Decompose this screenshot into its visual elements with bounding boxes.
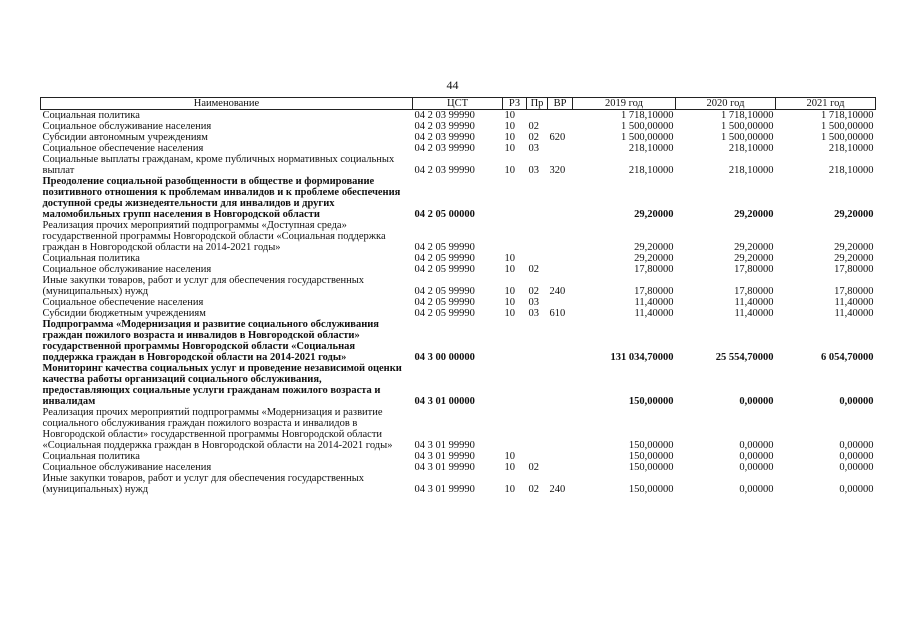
cell-name: Социальная политика <box>42 253 140 264</box>
cell-pr <box>527 176 548 220</box>
cell-rz <box>503 319 527 363</box>
cell-name: Мониторинг качества социальных услуг и проведение независимой оценки качества работы организаций социального обслуживания, предоставляющих социальные услуги гражданам пожилого возраста и инвалидам <box>42 363 402 407</box>
table-row <box>41 363 876 407</box>
cell-2019: 29,20000 <box>634 253 674 264</box>
cell-name: Социальная политика <box>42 451 140 462</box>
cell-vr <box>548 462 573 473</box>
cell-2019: 17,80000 <box>634 286 674 297</box>
cell-2019: 11,40000 <box>634 308 674 319</box>
cell-pr: 02 <box>528 264 539 275</box>
cell-2020: 29,20000 <box>734 253 774 264</box>
table-row <box>41 154 876 176</box>
page-number: 44 <box>446 78 459 92</box>
cell-name: Социальное обеспечение населения <box>42 297 204 308</box>
cell-name: Преодоление социальной разобщенности в обществе и формирование позитивного отношения к проблемам инвалидов и к проблеме обеспечения доступной среды жизнедеятельности для инвалидов и других маломобильных групп населения в Новгородской области <box>42 176 401 220</box>
header-pr: Пр <box>527 98 548 110</box>
cell-2021: 1 500,00000 <box>821 121 874 132</box>
cell-rz: 10 <box>504 121 515 132</box>
cell-cst: 04 3 01 99990 <box>414 484 475 495</box>
table-row <box>41 143 876 154</box>
cell-rz: 10 <box>504 264 515 275</box>
cell-2020: 218,10000 <box>728 165 774 176</box>
cell-2021: 6 054,70000 <box>821 352 874 363</box>
header-name: Наименование <box>41 98 413 110</box>
header-2020: 2020 год <box>676 98 776 110</box>
cell-rz: 10 <box>504 165 515 176</box>
table-row <box>41 220 876 253</box>
cell-2021: 29,20000 <box>834 253 874 264</box>
cell-cst: 04 2 05 99990 <box>414 286 475 297</box>
cell-cst: 04 3 01 99990 <box>414 440 475 451</box>
cell-vr <box>548 121 573 132</box>
cell-2021: 0,00000 <box>839 451 874 462</box>
cell-cst: 04 2 05 00000 <box>414 209 475 220</box>
cell-pr <box>527 363 548 407</box>
cell-2020: 0,00000 <box>739 451 774 462</box>
table-row <box>41 407 876 451</box>
cell-vr <box>548 451 573 462</box>
cell-pr <box>527 407 548 451</box>
cell-2020: 1 500,00000 <box>721 121 774 132</box>
header-2019: 2019 год <box>573 98 676 110</box>
cell-pr <box>527 110 548 122</box>
cell-cst: 04 2 03 99990 <box>414 165 475 176</box>
cell-pr: 02 <box>528 132 539 143</box>
cell-2020: 0,00000 <box>739 484 774 495</box>
cell-rz: 10 <box>504 308 515 319</box>
cell-vr <box>548 220 573 253</box>
table-header-row <box>41 98 876 110</box>
cell-name: Иные закупки товаров, работ и услуг для обеспечения государственных (муниципальных) нужд <box>42 275 365 297</box>
cell-vr <box>548 110 573 122</box>
cell-name: Субсидии бюджетным учреждениям <box>42 308 206 319</box>
cell-2021: 0,00000 <box>839 396 874 407</box>
cell-name: Социальное обслуживание населения <box>42 121 212 132</box>
cell-rz: 10 <box>504 462 515 473</box>
cell-pr: 03 <box>528 165 539 176</box>
cell-pr: 03 <box>528 143 539 154</box>
cell-rz <box>503 176 527 220</box>
cell-2019: 150,00000 <box>628 484 674 495</box>
table-row <box>41 308 876 319</box>
cell-2019: 17,80000 <box>634 264 674 275</box>
cell-rz <box>503 363 527 407</box>
cell-pr: 02 <box>528 462 539 473</box>
table-row <box>41 451 876 462</box>
cell-2019: 131 034,70000 <box>610 352 674 363</box>
cell-2021: 11,40000 <box>834 308 874 319</box>
cell-pr: 02 <box>528 286 539 297</box>
cell-2019: 150,00000 <box>628 396 674 407</box>
cell-2019: 11,40000 <box>634 297 674 308</box>
table-row <box>41 462 876 473</box>
cell-2019: 150,00000 <box>628 462 674 473</box>
cell-cst: 04 2 05 99990 <box>414 297 475 308</box>
cell-rz <box>503 407 527 451</box>
cell-name: Социальное обслуживание населения <box>42 462 212 473</box>
cell-cst: 04 3 00 00000 <box>414 352 475 363</box>
cell-name: Социальная политика <box>42 110 140 121</box>
cell-vr: 610 <box>549 308 566 319</box>
cell-2021: 0,00000 <box>839 462 874 473</box>
cell-rz: 10 <box>504 143 515 154</box>
cell-cst: 04 2 03 99990 <box>414 132 475 143</box>
cell-cst: 04 3 01 99990 <box>414 451 475 462</box>
cell-cst: 04 2 03 99990 <box>414 143 475 154</box>
cell-pr <box>527 220 548 253</box>
cell-2019: 1 718,10000 <box>621 110 674 121</box>
cell-cst: 04 2 03 99990 <box>414 121 475 132</box>
cell-name: Социальные выплаты гражданам, кроме публичных нормативных социальных выплат <box>42 154 395 176</box>
table-row <box>41 121 876 132</box>
cell-name: Социальное обслуживание населения <box>42 264 212 275</box>
cell-2019: 29,20000 <box>634 209 674 220</box>
cell-pr: 02 <box>528 121 539 132</box>
cell-name: Подпрограмма «Модернизация и развитие социального обслуживания граждан пожилого возраста и инвалидов в Новгородской области» государственной программы Новгородской области «Социальная поддержка граждан в Новгородской области на 2014-2021 годы» <box>42 319 379 363</box>
cell-vr: 240 <box>549 484 566 495</box>
table-row <box>41 319 876 363</box>
cell-vr <box>548 319 573 363</box>
header-cst: ЦСТ <box>413 98 503 110</box>
cell-vr <box>548 143 573 154</box>
table-row <box>41 297 876 308</box>
cell-cst: 04 3 01 99990 <box>414 462 475 473</box>
cell-2020: 1 500,00000 <box>721 132 774 143</box>
table-row <box>41 264 876 275</box>
cell-2020: 11,40000 <box>734 297 774 308</box>
cell-name: Социальное обеспечение населения <box>42 143 204 154</box>
header-rz: РЗ <box>503 98 527 110</box>
cell-2019: 1 500,00000 <box>621 121 674 132</box>
cell-2019: 29,20000 <box>634 242 674 253</box>
cell-2020: 11,40000 <box>734 308 774 319</box>
cell-2020: 218,10000 <box>728 143 774 154</box>
cell-2020: 17,80000 <box>734 264 774 275</box>
cell-2021: 29,20000 <box>834 242 874 253</box>
cell-vr <box>548 176 573 220</box>
cell-2019: 218,10000 <box>628 143 674 154</box>
cell-rz: 10 <box>504 297 515 308</box>
cell-vr: 620 <box>549 132 566 143</box>
cell-rz: 10 <box>504 132 515 143</box>
table-row <box>41 132 876 143</box>
cell-vr <box>548 407 573 451</box>
cell-name: Реализация прочих мероприятий подпрограммы «Доступная среда» государственной программы Новгородской области «Социальная поддержка граждан в Новгородской области на 2014-2021 годы» <box>42 220 386 253</box>
cell-2021: 0,00000 <box>839 484 874 495</box>
cell-cst: 04 3 01 00000 <box>414 396 475 407</box>
cell-vr: 240 <box>549 286 566 297</box>
cell-2020: 29,20000 <box>734 242 774 253</box>
budget-table <box>40 97 876 495</box>
cell-2020: 1 718,10000 <box>721 110 774 121</box>
cell-2021: 218,10000 <box>828 165 874 176</box>
cell-vr: 320 <box>549 165 566 176</box>
cell-2021: 1 718,10000 <box>821 110 874 121</box>
table-row <box>41 176 876 220</box>
cell-2019: 150,00000 <box>628 451 674 462</box>
cell-pr <box>527 319 548 363</box>
cell-pr: 03 <box>528 308 539 319</box>
cell-rz <box>503 220 527 253</box>
cell-name: Иные закупки товаров, работ и услуг для обеспечения государственных (муниципальных) нужд <box>42 473 365 495</box>
cell-cst: 04 2 05 99990 <box>414 308 475 319</box>
table-row <box>41 275 876 297</box>
cell-2020: 0,00000 <box>739 462 774 473</box>
cell-name: Субсидии автономным учреждениям <box>42 132 208 143</box>
cell-2021: 17,80000 <box>834 264 874 275</box>
cell-vr <box>548 297 573 308</box>
table-row <box>41 110 876 122</box>
cell-2019: 1 500,00000 <box>621 132 674 143</box>
table-row <box>41 253 876 264</box>
cell-rz: 10 <box>504 110 515 121</box>
cell-pr: 03 <box>528 297 539 308</box>
cell-cst: 04 2 05 99990 <box>414 253 475 264</box>
cell-2019: 150,00000 <box>628 440 674 451</box>
header-2021: 2021 год <box>776 98 876 110</box>
cell-2020: 0,00000 <box>739 396 774 407</box>
cell-pr: 02 <box>528 484 539 495</box>
cell-2020: 17,80000 <box>734 286 774 297</box>
cell-2021: 218,10000 <box>828 143 874 154</box>
cell-rz: 10 <box>504 286 515 297</box>
header-vr: ВР <box>548 98 573 110</box>
cell-2020: 29,20000 <box>734 209 774 220</box>
cell-cst: 04 2 03 99990 <box>414 110 475 121</box>
cell-2020: 0,00000 <box>739 440 774 451</box>
cell-pr <box>527 451 548 462</box>
cell-vr <box>548 253 573 264</box>
table-row <box>41 473 876 495</box>
cell-vr <box>548 264 573 275</box>
cell-2021: 17,80000 <box>834 286 874 297</box>
cell-2020: 25 554,70000 <box>715 352 774 363</box>
cell-pr <box>527 253 548 264</box>
cell-2021: 29,20000 <box>834 209 874 220</box>
cell-rz: 10 <box>504 484 515 495</box>
table-body <box>41 110 876 496</box>
cell-vr <box>548 363 573 407</box>
cell-rz: 10 <box>504 451 515 462</box>
cell-cst: 04 2 05 99990 <box>414 242 475 253</box>
cell-2021: 0,00000 <box>839 440 874 451</box>
cell-2021: 11,40000 <box>834 297 874 308</box>
cell-name: Реализация прочих мероприятий подпрограммы «Модернизация и развитие социального обслуживания граждан пожилого возраста и инвалидов в Новгородской области» государственной программы Новгородской области «Социальная поддержка граждан в Новгородской области на 2014-2021 годы» <box>42 407 393 451</box>
cell-cst: 04 2 05 99990 <box>414 264 475 275</box>
cell-rz: 10 <box>504 253 515 264</box>
cell-2019: 218,10000 <box>628 165 674 176</box>
cell-2021: 1 500,00000 <box>821 132 874 143</box>
